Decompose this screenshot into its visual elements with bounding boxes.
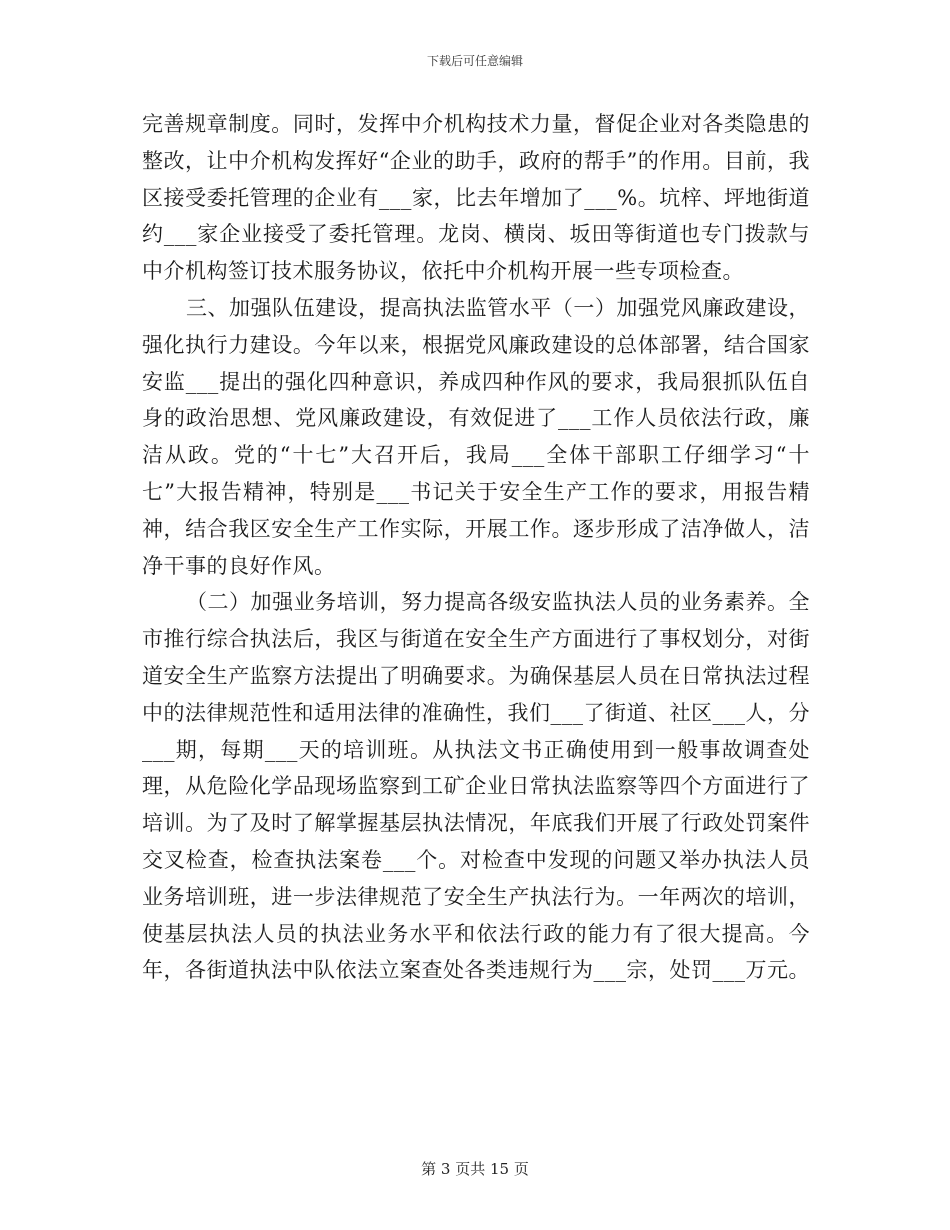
page-header: 下载后可任意编辑 (426, 54, 523, 68)
paragraph-continuation: 完善规章制度。同时，发挥中介机构技术力量，督促企业对各类隐患的整改，让中介机构发挥好“企业的助手，政府的帮手”的作用。目前，我区接受委托管理的企业有___家，比去年增加了___%。坑梓、坪地街道约___家企业接受了委托管理。龙岗、横岗、坂田等街道也专门拨款与中介机构签订技术服务协议，依托中介机构开展一些专项检查。 (142, 112, 810, 284)
page-number: 第 3 页共 15 页 (421, 1160, 529, 1178)
paragraph-section-three: 三、加强队伍建设，提高执法监管水平（一）加强党风廉政建设，强化执行力建设。今年以来，根据党风廉政建设的总体部署，结合国家安监___提出的强化四种意识，养成四种作风的要求，我局狠抓队伍自身的政治思想、党风廉政建设，有效促进了___工作人员依法行政，廉洁从政。党的“十七”大召开后，我局___全体干部职工仔细学习“十七”大报告精神，特别是___书记关于安全生产工作的要求，用报告精神，结合我区安全生产工作实际，开展工作。逐步形成了洁净做人，洁净干事的良好作风。 (142, 295, 810, 578)
paragraph-training: （二）加强业务培训，努力提高各级安监执法人员的业务素养。全市推行综合执法后，我区与街道在安全生产方面进行了事权划分，对街道安全生产监察方法提出了明确要求。为确保基层人员在日常执法过程中的法律规范性和适用法律的准确性，我们___了街道、社区___人，分___期，每期___天的培训班。从执法文书正确使用到一般事故调查处理，从危险化学品现场监察到工矿企业日常执法监察等四个方面进行了培训。为了及时了解掌握基层执法情况，年底我们开展了行政处罚案件交叉检查，检查执法案卷___个。对检查中发现的问题又举办执法人员业务培训班，进一步法律规范了安全生产执法行为。一年两次的培训，使基层执法人员的执法业务水平和依法行政的能力有了很大提高。今年，各街道执法中队依法立案查处各类违规行为___宗，处罚___万元。 (142, 590, 810, 983)
document-body (142, 106, 810, 989)
